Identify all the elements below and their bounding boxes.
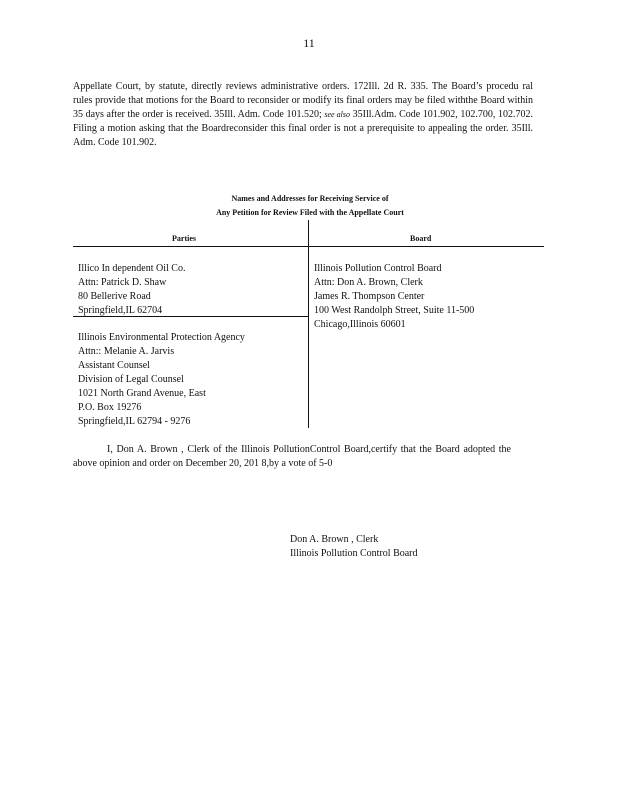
parties-column-header: Parties: [172, 234, 196, 243]
signature-org: Illinois Pollution Control Board: [290, 548, 418, 559]
board-line: Illinois Pollution Control Board: [314, 263, 442, 274]
board-column-header: Board: [410, 234, 432, 243]
illico-line: Illico In dependent Oil Co.: [78, 263, 186, 274]
table-title-line2: Any Petition for Review Filed with the Appellate Court: [216, 208, 404, 217]
agency-line: Illinois Environmental Protection Agency: [78, 332, 245, 343]
agency-line: Assistant Counsel: [78, 360, 150, 371]
signature-name: Don A. Brown , Clerk: [290, 534, 379, 545]
agency-address-block: [78, 331, 245, 429]
page-number: 11: [303, 36, 315, 50]
agency-line: Attn:: Melanie A. Jarvis: [78, 346, 175, 357]
agency-line: P.O. Box 19276: [78, 402, 142, 413]
illico-line: Springfield,IL 62704: [78, 305, 163, 316]
illico-address-block: [78, 262, 185, 318]
table-column-divider: [308, 220, 309, 428]
agency-line: 1021 North Grand Avenue, East: [78, 388, 206, 399]
signature-block: [290, 533, 418, 561]
agency-line: Division of Legal Counsel: [78, 374, 184, 385]
table-title-line1: Names and Addresses for Receiving Service of: [231, 194, 389, 203]
appeal-text-part1: Appellate Court, by statute, directly reviews administrative orders. 172Ill. 2d R. 335. The Board’s procedu ral rules provide that motions for the Board to reconsider or modify its final orders may be filed withthe Board within 35 days after the order is received. 35Ill. Adm. Code 101.520;: [73, 81, 533, 120]
board-line: Attn: Don A. Brown, Clerk: [314, 277, 423, 288]
appeal-paragraph: [73, 80, 533, 150]
agency-line: Springfield,IL 62794 - 9276: [78, 416, 191, 427]
board-line: James R. Thompson Center: [314, 291, 425, 302]
board-line: 100 West Randolph Street, Suite 11-500: [314, 305, 475, 316]
service-table-title: [150, 192, 470, 220]
board-line: Chicago,Illinois 60601: [314, 319, 406, 330]
illico-line: 80 Bellerive Road: [78, 291, 151, 302]
board-address-block: [314, 262, 474, 332]
clerk-certification: I, Don A. Brown , Clerk of the Illinois PollutionControl Board,certify that the Board adopted the above opinion and order on December 20, 201 8,by a vote of 5-0: [73, 444, 511, 469]
see-also-italic: see also: [324, 110, 350, 119]
illico-line: Attn: Patrick D. Shaw: [78, 277, 167, 288]
appeal-text-part2: 35Ill.Adm. Code 101.902, 102.700, 102.702. Filing a motion asking that the Boardreconsider this final order is not a prerequisite to appealing the order. 35Ill. Adm. Code 101.902.: [73, 109, 534, 148]
